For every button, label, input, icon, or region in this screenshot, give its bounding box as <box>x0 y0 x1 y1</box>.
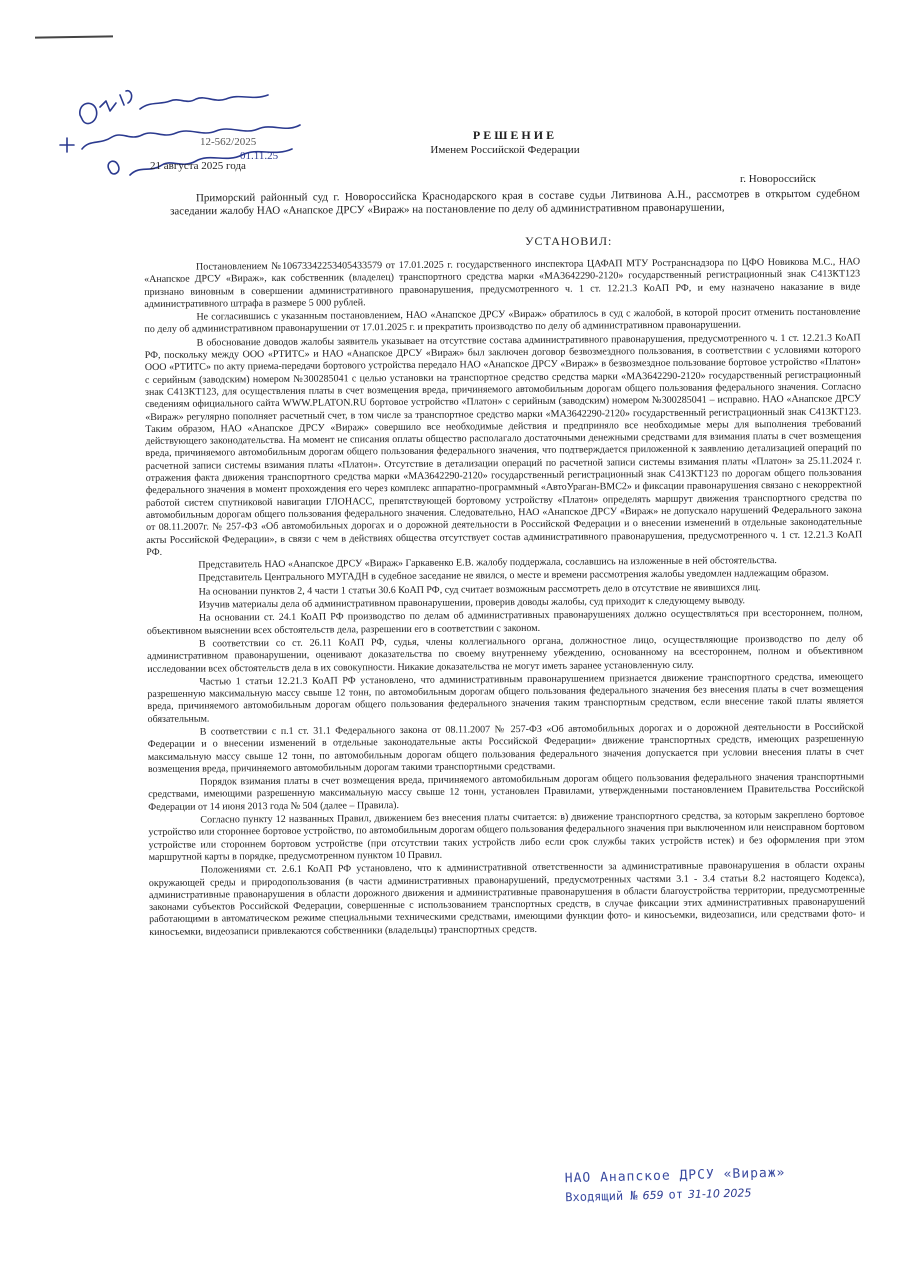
document-title: РЕШЕНИЕ <box>472 128 558 142</box>
paragraph: В соответствии с п.1 ст. 31.1 Федерального закона от 08.11.2007 № 257-ФЗ «Об автомобильных дорогах и о дорожной деятельности в Российской Федерации и о внесении изменений в отдельные законодательные акты Российской Федерации» движение транспортных средств, имеющих разрешенную максимальную массу свыше 12 тонн, по автомобильным дорогам общего пользования федерального значения допускается при условии внесения платы в счет возмещения вреда, причиняемого автомобильным дорогам такими транспортными средствами. <box>147 721 864 775</box>
paragraph: Положениями ст. 2.6.1 КоАП РФ установлено, что к административной ответственности за административные правонарушения в области охраны окружающей среды и природопользования (в части административных правонарушений, предусмотренных частями 3.1 - 3.4 статьи 8.2 настоящего Кодекса), административные правонарушения в области дорожного движения и административные правонарушения в области благоустройства территории, предусмотренные законами субъектов Российской Федерации, совершенные с использованием транспортных средств, в случае фиксации этих административных правонарушений работающими в автоматическом режиме специальными техническими средствами, имеющими функции фото- и киносъемки, видеозаписи, или средствами фото- и киносъемки, видеозаписи привлекаются собственники (владельцы) транспортных средств. <box>148 859 866 938</box>
city: г. Новороссийск <box>740 173 816 185</box>
handwritten-note <box>30 45 330 195</box>
paragraph: В обоснование доводов жалобы заявитель указывает на отсутствие состава административного правонарушения, предусмотренного ч. 1 ст. 12.21.3 КоАП РФ, поскольку между ООО «РТИТС» и НАО «Анапское ДРСУ «Вираж» был заключен договор безвозмездного пользования, в соответствии с условиями которого ООО «РТИТС» по акту приема-передачи бортового устройства передало НАО «Анапское ДРСУ «Вираж» в безвозмездное пользование бортовое устройство «Платон» с серийным (заводским) номером №300285041 с целью установки на транспортное средство средства марки «МА3642290-2120» государственный регистрационный знак С413КТ123, для осуществления платы в счет возмещения вреда, причиняемого автомобильным дорогам общего пользования федерального значения. Согласно сведениям официального сайта WWW.PLATON.RU бортовое устройство «Платон» с серийным (заводским) номером №300285041 – исправно. НАО «Анапское ДРСУ «Вираж» регулярно пополняет расчетный счет, в том числе за транспортное средство марки «МА3642290-2120» государственный регистрационный знак С413КТ123. Таким образом, НАО «Анапское ДРСУ «Вираж» совершило все необходимые действия и предприняло все необходимые меры для выполнения требований действующего законодательства. На момент не списания оплаты общество располагало достаточными денежными средствами для взимания платы в счет возмещения вреда, причиняемого автомобильным дорогам общего пользования федерального значения, что подтверждается приложенной к заявлению детализацией операций по расчетной записи системы взимания платы «Платон». Отсутствие в детализации операций по расчетной записи системы взимания платы «Платон» за 25.11.2024 г. отражения факта движения транспортного средства марки «МА3642290-2120» государственный регистрационный знак С413КТ123 по дорогам общего пользования федерального значения в момент прохождения его через комплекс аппаратно-программный «АвтоУраган-ВМС2» и фиксации правонарушения связано с некорректной работой систем спутниковой навигации ГЛОНАСС, препятствующей бортовому устройству «Платон» определять маршрут движения транспортного средства по автомобильным дорогам общего пользования федерального значения. Следовательно, НАО «Анапское ДРСУ «Вираж» не допускало нарушений Федерального закона от 08.11.2007г. № 257-ФЗ «Об автомобильных дорогах и о дорожной деятельности в Российской Федерации и о внесении изменений в отдельные законодательные акты Российской Федерации», в связи с чем в действиях общества отсутствует состав административного правонарушения, предусмотренного ч. 1 ст. 12.21.3 КоАП РФ. <box>144 332 863 558</box>
paragraph: Согласно пункту 12 названных Правил, движением без внесения платы считается: в) движение транспортного средства, за которым закреплено бортовое устройство или стороннее бортовое устройство, по автомобильным дорогам общего пользования федерального значения при выключенном или неисправном бортовом устройстве или стороннем бортовом устройстве (при отсутствии таких устройств либо если срок службы таких устройств истек) и без оформления при этом маршрутной карты в порядке, предусмотренном пунктом 10 Правил. <box>148 809 865 863</box>
decision-date: 21 августа 2025 года <box>150 160 246 172</box>
paragraph: Порядок взимания платы в счет возмещения вреда, причиняемого автомобильным дорогам общего пользования федерального значения транспортными средствами, имеющими разрешенную максимальную массу свыше 12 тонн, установлен Правилами, утвержденными постановлением Правительства Российской Федерации от 14 июня 2013 года № 504 (далее – Правила). <box>148 771 865 813</box>
stamp-date-label: от <box>668 1187 684 1202</box>
case-number: 12-562/2025 <box>200 136 257 148</box>
stamp-organization: НАО Анапское ДРСУ «Вираж» <box>564 1165 786 1187</box>
stamp-incoming-date: 31-10 2025 <box>687 1186 752 1202</box>
intro-paragraph: Приморский районный суд г. Новороссийска Краснодарского края в составе судьи Литвинова А.Н., рассмотрев в открытом судебном заседании жалобу НАО «Анапское ДРСУ «Вираж» на постановление по делу об административном правонарушении, <box>170 187 860 218</box>
paragraph: Представитель Центрального МУГАДН в судебное заседание не явился, о месте и времени рассмотрения жалобы уведомлен надлежащим образом. <box>198 568 829 585</box>
stamp-incoming-label: Входящий № <box>565 1188 638 1205</box>
paragraph: На основании ст. 24.1 КоАП РФ производство по делам об административных правонарушениях должно осуществляться при всестороннем, полном, объективном выяснении всех обстоятельств дела, разрешении его в соответствии с законом. <box>146 607 863 637</box>
paragraph: Представитель НАО «Анапское ДРСУ «Вираж» Гаркавенко Е.В. жалобу поддержала, сославшись на изложенные в ней обстоятельства. <box>198 555 777 571</box>
paragraph: На основании пунктов 2, 4 части 1 статьи 30.6 КоАП РФ, суд считает возможным рассмотреть дело в отсутствие не явившихся лиц. <box>198 581 761 598</box>
corner-pen-stroke <box>35 35 113 38</box>
established-heading: УСТАНОВИЛ: <box>525 234 613 248</box>
paragraph: Постановлением №10673342253405433579 от 17.01.2025 г. государственного инспектора ЦАФАП МТУ Ространснадзора по ЦФО Новикова М.С., НАО «Анапское ДРСУ «Вираж», как собственник (владелец) транспортного средства марки «МА3642290-2120» государственный регистрационный знак С413КТ123 признано виновным в совершении административного правонарушения, предусмотренного ч. 1 ст. 12.21.3 КоАП РФ, и ему назначено наказание в виде административного штрафа в размере 5 000 рублей. <box>144 256 861 310</box>
stamp-incoming-number: 659 <box>642 1188 664 1203</box>
stamp-incoming-line <box>565 1184 815 1205</box>
handwritten-date: 01.11.25 <box>240 150 279 162</box>
document-body <box>144 256 867 1157</box>
paragraph: Частью 1 статьи 12.21.3 КоАП РФ установлено, что административным правонарушением признается движение транспортного средства, имеющего разрешенную максимальную массу свыше 12 тонн, по автомобильным дорогам общего пользования федерального значения без внесения платы в счет возмещения вреда, причиняемого автомобильным дорогам общего пользования федерального значения таким транспортным средством, если внесение такой платы является обязательным. <box>147 671 864 725</box>
document-subtitle: Именем Российской Федерации <box>430 144 580 156</box>
incoming-stamp <box>565 1165 816 1205</box>
paragraph: Не согласившись с указанным постановлением, НАО «Анапское ДРСУ «Вираж» обратилось в суд с жалобой, в которой просит отменить постановление по делу об административном правонарушении от 17.01.2025 г. и прекратить производство по делу об административном правонарушении. <box>144 306 861 336</box>
paragraph: В соответствии со ст. 26.11 КоАП РФ, судья, члены коллегиального органа, должностное лицо, осуществляющие производство по делу об административном правонарушении, оценивают доказательства по своему внутреннему убеждению, основанному на всестороннем, полном и объективном исследовании всех обстоятельств дела в их совокупности. Никакие доказательства не могут иметь заранее установленную силу. <box>147 633 864 675</box>
paragraph: Изучив материалы дела об административном правонарушении, проверив доводы жалобы, суд приходит к следующему выводу. <box>198 595 746 611</box>
